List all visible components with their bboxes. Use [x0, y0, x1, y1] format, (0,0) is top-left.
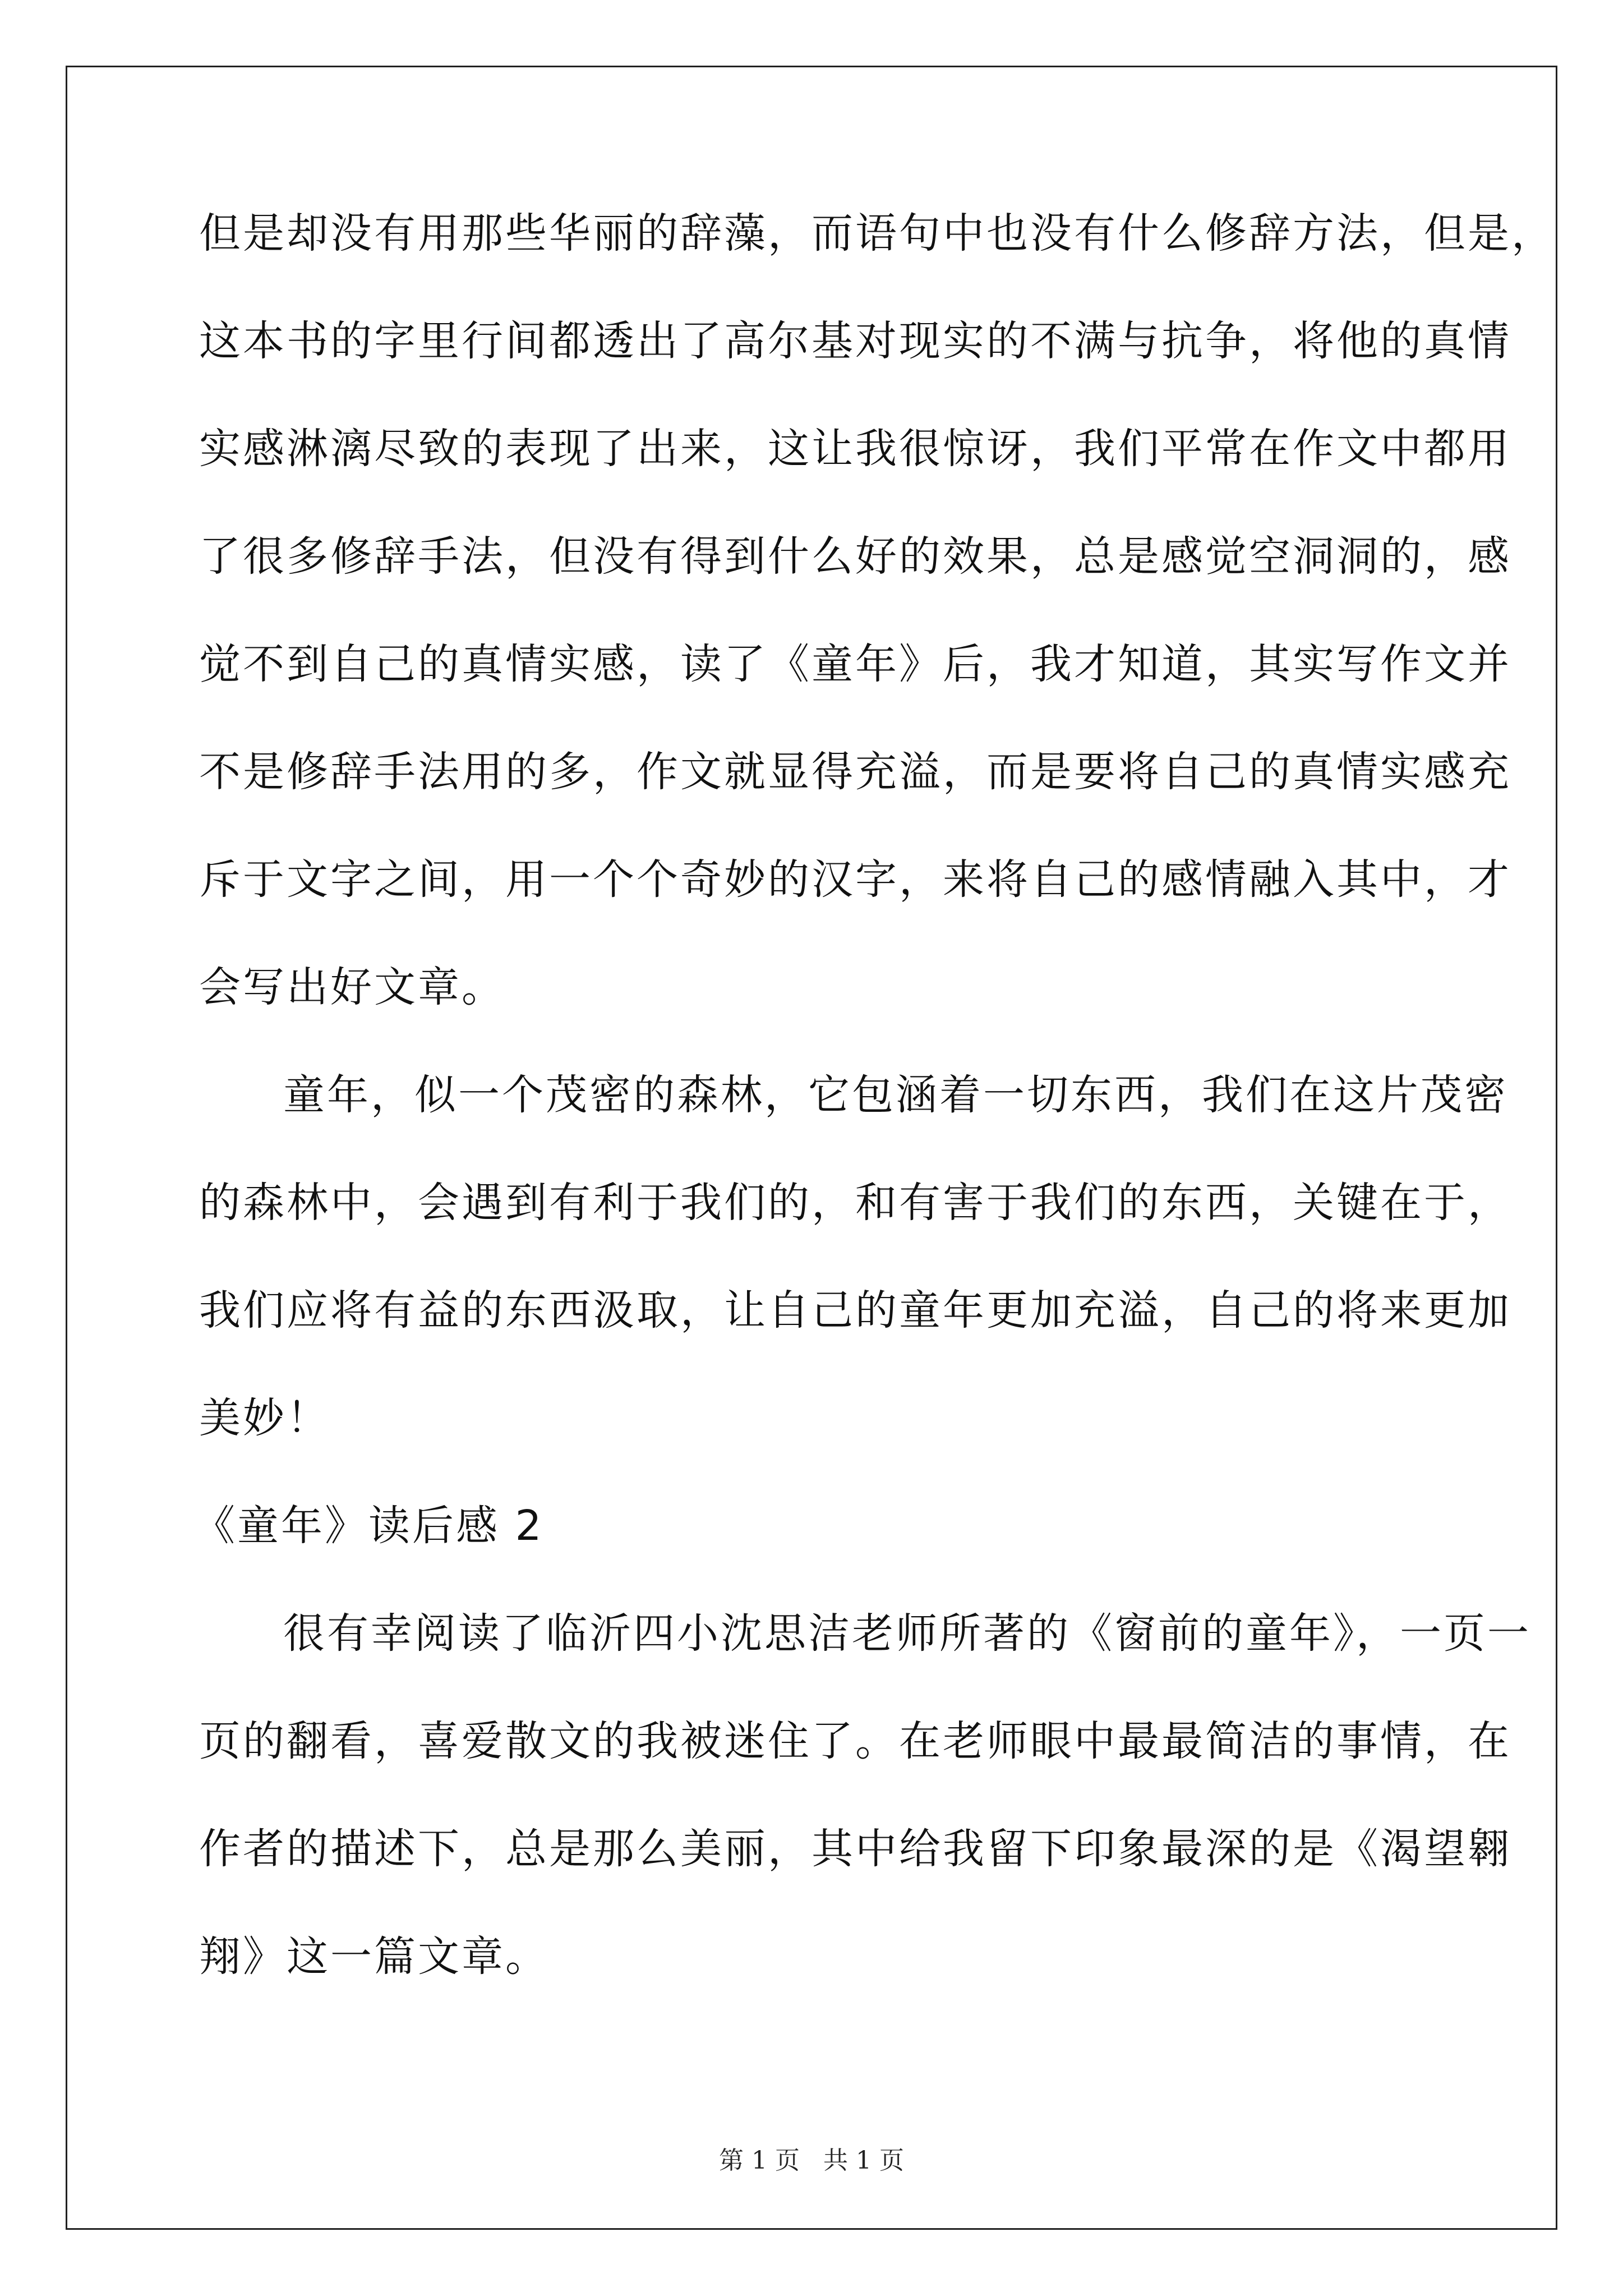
text-line: 但是却没有用那些华丽的辞藻，而语句中也没有什么修辞方法，但是，: [199, 209, 1555, 257]
text-line: 作者的描述下，总是那么美丽，其中给我留下印象最深的是《渴望翱: [199, 1825, 1511, 1873]
document-body: [193, 180, 1555, 2010]
text-line: 我们应将有益的东西汲取，让自己的童年更加充溢，自己的将来更加: [199, 1286, 1511, 1335]
text-line: 页的翻看，喜爱散文的我被迷住了。在老师眼中最最简洁的事情，在: [199, 1717, 1511, 1765]
text-line: 很有幸阅读了临沂四小沈思洁老师所著的《窗前的童年》，一页一: [283, 1609, 1531, 1658]
text-line: 的森林中，会遇到有利于我们的，和有害于我们的东西，关键在于，: [199, 1179, 1511, 1227]
text-line: 不是修辞手法用的多，作文就显得充溢，而是要将自己的真情实感充: [199, 748, 1511, 796]
paragraph-2: [199, 1041, 1511, 1472]
text-line: 童年，似一个茂密的森林，它包涵着一切东西，我们在这片茂密: [283, 1071, 1508, 1119]
text-line: 斥于文字之间，用一个个奇妙的汉字，来将自己的感情融入其中，才: [199, 855, 1511, 904]
page-number: 第 1 页 共 1 页: [719, 2146, 904, 2175]
section-heading: 《童年》读后感 2: [193, 1502, 544, 1550]
paragraph-3: [199, 1580, 1531, 2010]
text-line: 美妙！: [199, 1394, 330, 1442]
text-line: 会写出好文章。: [199, 963, 505, 1011]
text-line: 实感淋漓尽致的表现了出来，这让我很惊讶，我们平常在作文中都用: [199, 425, 1511, 473]
text-line: 这本书的字里行间都透出了高尔基对现实的不满与抗争，将他的真情: [199, 317, 1511, 365]
text-line: 觉不到自己的真情实感，读了《童年》后，我才知道，其实写作文并: [199, 640, 1511, 688]
paragraph-1: [199, 180, 1555, 1041]
text-line: 了很多修辞手法，但没有得到什么好的效果，总是感觉空洞洞的，感: [199, 532, 1511, 581]
page-footer: [0, 2140, 1623, 2176]
text-line: 翔》这一篇文章。: [199, 1932, 549, 1981]
